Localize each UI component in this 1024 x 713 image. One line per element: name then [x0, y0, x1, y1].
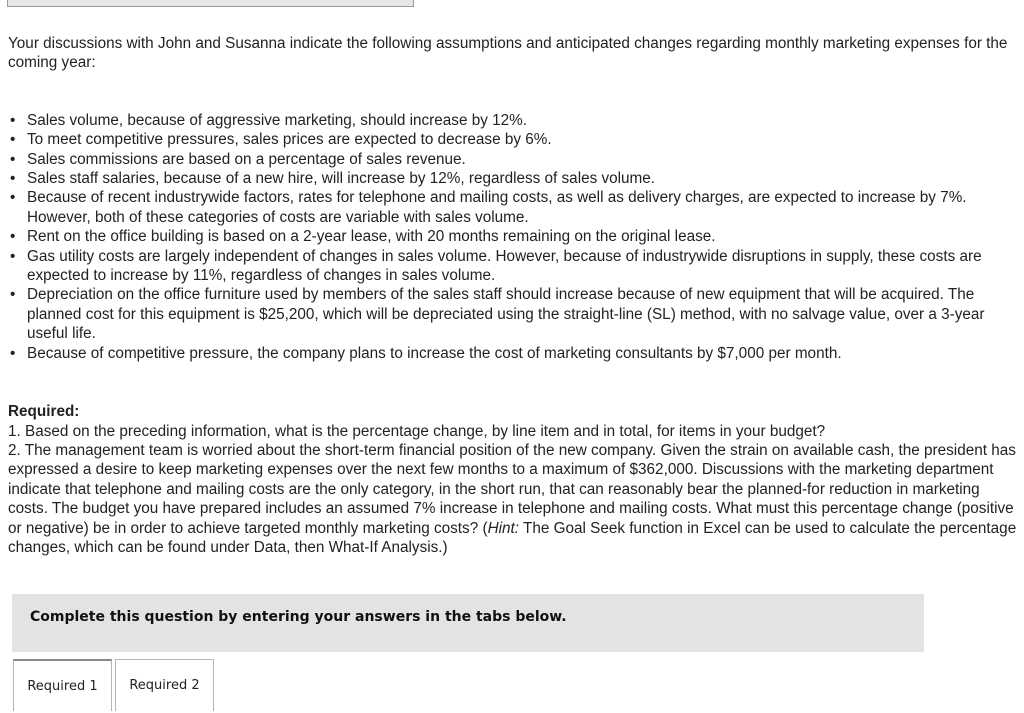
list-item: • Because of competitive pressure, the company plans to increase the cost of marketing consultants by $7,000 per month. [8, 344, 1018, 363]
assumptions-list [8, 111, 1018, 363]
list-item: • Rent on the office building is based on a 2-year lease, with 20 months remaining on the original lease. [8, 227, 1018, 246]
list-item: • To meet competitive pressures, sales prices are expected to decrease by 6%. [8, 130, 1018, 149]
required-item-2-text: 2. The management team is worried about the short-term financial position of the new company. Given the strain on available cash, the president has expressed a desire to keep marketing expenses over the next few months to a maximum of $362,000. Discussions with the marketing department indicate that telephone and mailing costs are the only category, in the short run, that can reasonably bear the planned-for reduction in marketing costs. The budget you have prepared includes an assumed 7% increase in telephone and mailing costs. What must this percentage change (positive or negative) be in order to achieve targeted monthly marketing costs? ( [8, 441, 1016, 537]
list-item: • Sales staff salaries, because of a new hire, will increase by 12%, regardless of sales volume. [8, 169, 1018, 188]
list-item: • Depreciation on the office furniture used by members of the sales staff should increase because of new equipment that will be acquired. The planned cost for this equipment is $25,200, which will be depreciated using the straight-line (SL) method, with no salvage value, over a 3-year useful life. [8, 285, 1018, 343]
answer-tabs [13, 659, 214, 711]
required-item-1: 1. Based on the preceding information, what is the percentage change, by line item and in total, for items in your budget? [8, 422, 826, 440]
tab-required-2[interactable]: Required 2 [115, 659, 214, 711]
hint-text: The Goal Seek function in Excel can be used to calculate the percentage changes, which can be found under Data, then What-If Analysis.) [8, 519, 1017, 556]
required-heading: Required: [8, 403, 80, 421]
required-section [8, 402, 1018, 557]
list-item: • Sales volume, because of aggressive marketing, should increase by 12%. [8, 111, 1018, 130]
hint-label: Hint: [487, 519, 520, 537]
required-item-2 [8, 441, 1018, 557]
list-item: • Because of recent industrywide factors, rates for telephone and mailing costs, as well as delivery charges, are expected to increase by 7%. However, both of these categories of costs are variable with sales volume. [8, 188, 1018, 227]
instruction-text: Complete this question by entering your answers in the tabs below. [30, 609, 567, 625]
list-item: • Sales commissions are based on a percentage of sales revenue. [8, 150, 1018, 169]
tab-required-1[interactable]: Required 1 [13, 659, 112, 711]
list-item: • Gas utility costs are largely independent of changes in sales volume. However, because of industrywide disruptions in supply, these costs are expected to increase by 11%, regardless of changes in sales volume. [8, 247, 1018, 286]
question-content [8, 34, 1018, 557]
top-scroll-bar [7, 0, 414, 7]
instruction-banner [12, 594, 924, 652]
intro-text: Your discussions with John and Susanna indicate the following assumptions and anticipated changes regarding monthly marketing expenses for the coming year: [8, 35, 1008, 72]
